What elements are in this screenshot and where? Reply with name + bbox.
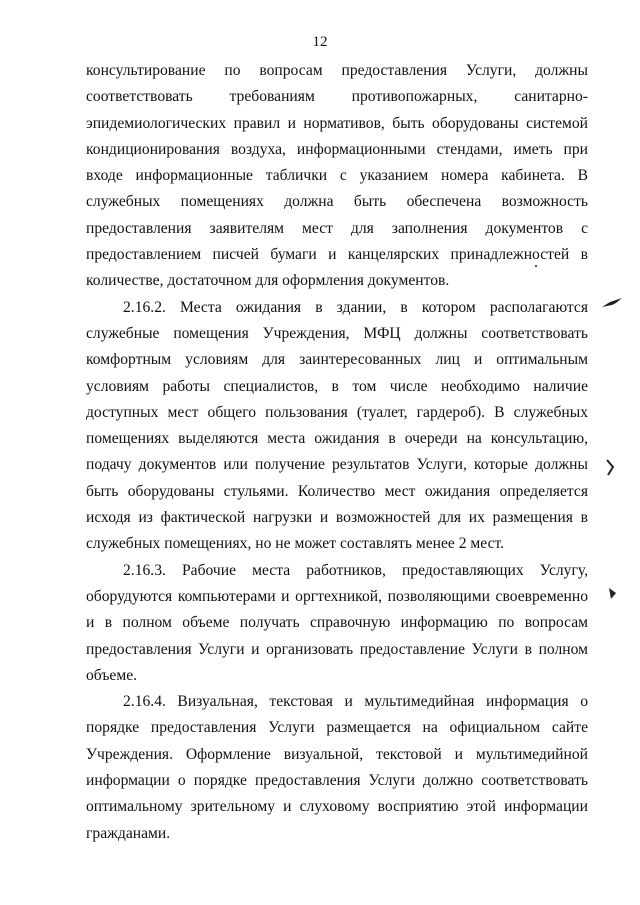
scan-mark-1 (600, 296, 624, 310)
paragraph-2-16-2: 2.16.2. Места ожидания в здании, в котором располагаются служебные помещения Учреждения, МФЦ должны соответствовать комфортным условиям для заинтересованных лиц и оптимальным условиям работы специалистов, в том числе необходимо наличие доступных мест общего пользования (туалет, гардероб). В служебных помещениях выделяются места ожидания в очереди на консультацию, подачу документов или получение результатов Услуги, которые должны быть оборудованы стульями. Количество мест ожидания определяется исходя из фактической нагрузки и возможностей для их размещения в служебных помещениях, но не может составлять менее 2 мест. (86, 298, 588, 553)
document-body (86, 58, 588, 847)
scan-speck (534, 264, 538, 268)
scan-mark-3 (606, 584, 620, 602)
paragraph-continuation: консультирование по вопросам предоставления Услуги, должны соответствовать требованиям противопожарных, санитарно-эпидемиологических правил и нормативов, быть оборудованы системой кондиционирования воздуха, информационными стендами, иметь при входе информационные таблички с указанием номера кабинета. В служебных помещениях должна быть обеспечена возможность предоставления заявителям мест для заполнения документов с предоставлением писчей бумаги и канцелярских принадлежностей в количестве, достаточном для оформления документов. (86, 62, 588, 290)
page-number: 12 (312, 34, 328, 50)
paragraph-2-16-3: 2.16.3. Рабочие места работников, предоставляющих Услугу, оборудуются компьютерами и оргтехникой, позволяющими своевременно и в полном объеме получать справочную информацию по вопросам предоставления Услуги и организовать предоставление Услуги в полном объеме. (86, 561, 588, 684)
scan-mark-2 (604, 458, 618, 478)
paragraph-2-16-4: 2.16.4. Визуальная, текстовая и мультимедийная информация о порядке предоставления Услуги размещается на официальном сайте Учреждения. Оформление визуальной, текстовой и мультимедийной информации о порядке предоставления Услуги должно соответствовать оптимальному зрительному и слуховому восприятию этой информации гражданами. (86, 693, 588, 842)
